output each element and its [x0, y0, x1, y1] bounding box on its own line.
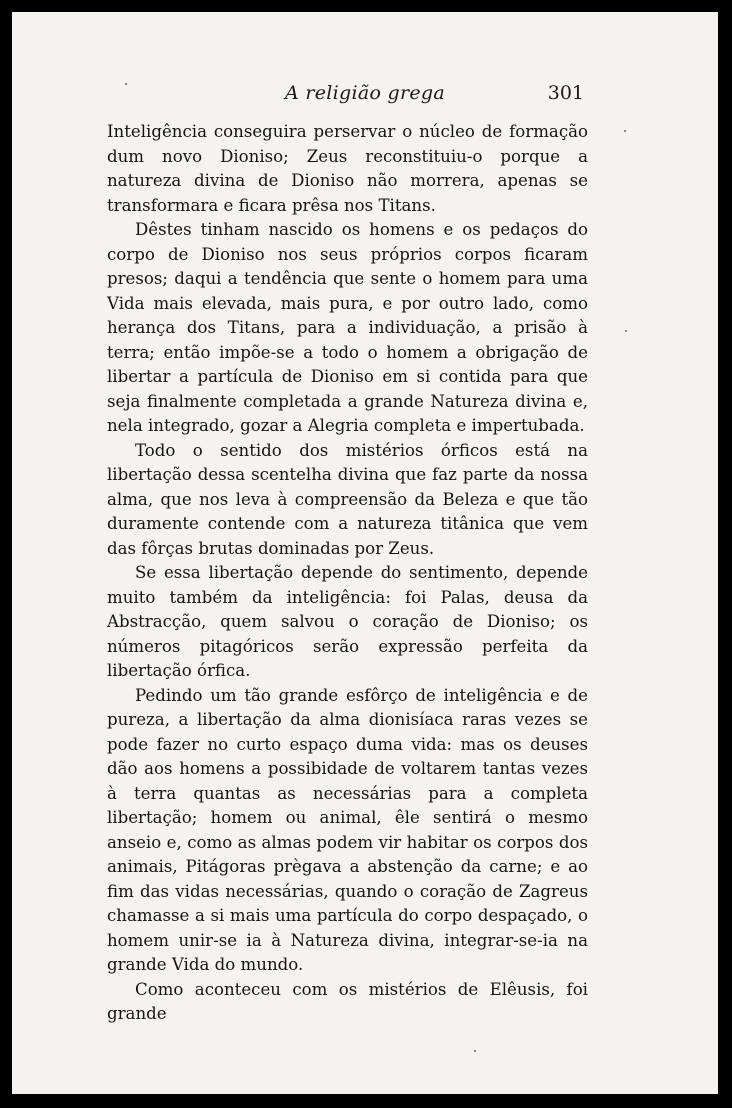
paragraph-5: Pedindo um tão grande esfôrço de inteligência e de pureza, a libertação da alma dionisíaca raras vezes se pode fazer no curto espaço duma vida: mas os deuses dão aos homens a possibidade de voltarem tantas vezes à terra quantas as necessárias para a completa libertação; homem ou animal, êle sentirá o mesmo anseio e, como as almas podem vir habitar os corpos dos animais, Pitágoras prègava a abstenção da carne; e ao fim das vidas necessárias, quando o coração de Zagreus chamasse a si mais uma partícula do corpo despaçado, o homem unir-se ia à Natureza divina, integrar-se-ia na grande Vida do mundo.	[107, 685, 588, 974]
scan-speck	[474, 1050, 476, 1052]
scan-speck	[625, 330, 627, 332]
paragraph-2: Dêstes tinham nascido os homens e os pedaços do corpo de Dioniso nos seus próprios corpos ficaram presos; daqui a tendência que sente o homem para uma Vida mais elevada, mais pura, e por outro lado, como herança dos Titans, para a individuação, a prisão à terra; então impõe-se a todo o homem a obrigação de libertar a partícula de Dioniso em si contida para que seja finalmente completada a grande Natureza divina e, nela integrado, gozar a Alegria completa e impertubada.	[107, 220, 588, 435]
page-number: 301	[547, 82, 584, 104]
scan-speck	[125, 83, 127, 85]
page-header	[12, 80, 718, 110]
paragraph-1: Inteligência conseguira perservar o núcleo de formação dum novo Dioniso; Zeus reconstituiu-o porque a natureza divina de Dioniso não morrera, apenas se transformara e ficara prêsa nos Titans.	[107, 122, 588, 215]
scan-speck	[624, 130, 626, 132]
paragraph-6: Como aconteceu com os mistérios de Elêusis, foi grande	[107, 979, 588, 1023]
paragraph-4: Se essa libertação depende do sentimento, depende muito também da inteligência: foi Palas, deusa da Abstracção, quem salvou o coração de Dioniso; os números pitagóricos serão expressão perfeita da libertação órfica.	[107, 563, 588, 680]
running-title: A religião grega	[284, 82, 446, 104]
paragraph-3: Todo o sentido dos mistérios órficos está na libertação dessa scentelha divina que faz parte da nossa alma, que nos leva à compreensão da Beleza e que tão duramente contende com a natureza titânica que vem das fôrças brutas dominadas por Zeus.	[107, 440, 588, 558]
book-page	[12, 12, 718, 1094]
body-text	[107, 120, 588, 1027]
